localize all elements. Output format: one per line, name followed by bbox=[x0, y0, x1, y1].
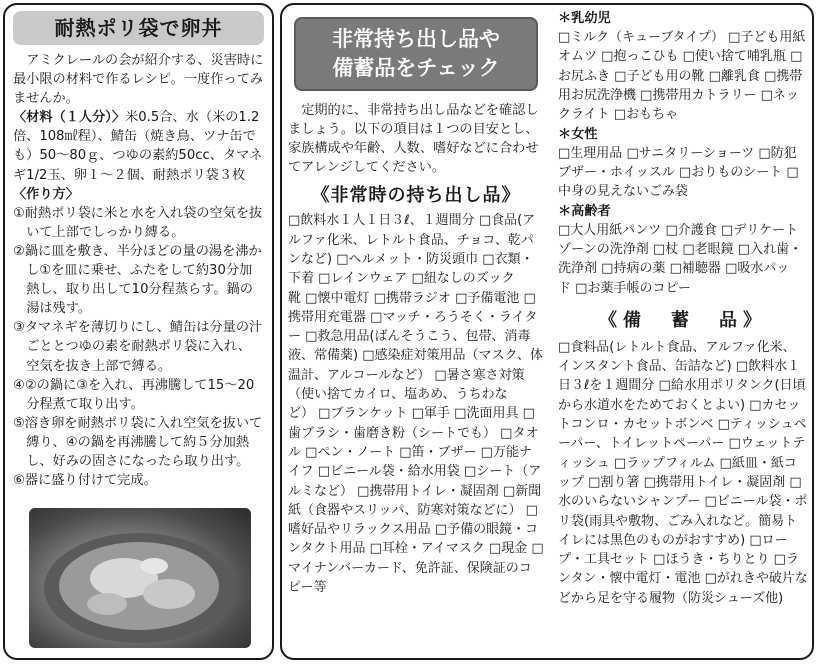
checklist-item: □ 食料品(レトルト食品、アルファ化米、インスタント食品、缶詰など) bbox=[558, 340, 796, 374]
checklist-item: □ 介護食 bbox=[665, 223, 720, 238]
checklist-intro: 定期的に、非常持ち出し品などを確認しましょう。以下の項目は１つの目安とし、家族構成や年齢、人数、嗜好などに合わせてアレンジしてください。 bbox=[288, 103, 539, 176]
checklist-item: □ 給水用ポリタンク(日頃から水道水をためておくとよい) bbox=[558, 378, 806, 412]
checklist-item: □ サニタリーショーツ bbox=[626, 146, 758, 161]
egg-bowl-photo bbox=[29, 508, 251, 648]
checklist-item: □ 万能ナイフ bbox=[288, 445, 532, 479]
infant-items bbox=[558, 28, 808, 124]
recipe-step: ②鍋に皿を敷き、半分ほどの量の湯を沸かし①を皿に乗せ、ふたをして約30分加熱し、取り出して10分程蒸らす。鍋の湯は残す。 bbox=[13, 243, 262, 317]
ingredients-text: 米0.5合、水（米の1.2倍、108㎖程）、鯖缶（焼き鳥、ツナ缶でも）50～80ｇ、つゆの素約50cc、タマネギ1/2玉、卵１～２個、耐熱ポリ袋３枚 bbox=[13, 110, 263, 183]
checklist-item: □ 軍手 bbox=[412, 406, 454, 421]
checklist-hero-title bbox=[294, 17, 538, 91]
checklist-item: □ 暑さ寒さ対策（使い捨てカイロ、塩あめ、うちわなど） bbox=[288, 368, 525, 422]
checklist-item: □ 使い捨て哺乳瓶 bbox=[683, 49, 790, 64]
checklist-item: □ 補聴器 bbox=[670, 261, 725, 276]
ingredients-label: 〈材料（１人分）〉 bbox=[13, 110, 126, 126]
recipe-step: ③タマネギを薄切りにし、鯖缶は分量の汁ごととつゆの素を耐熱ポリ袋に入れ、空気を抜き上部で縛る。 bbox=[13, 320, 263, 374]
checklist-item: □ 老眼鏡 bbox=[682, 242, 737, 257]
checklist-item: □ シート（アルミなど） bbox=[288, 464, 541, 498]
checklist-item: □ 紐なしのズック靴 bbox=[288, 271, 515, 305]
checklist-item: □ お尻ふき bbox=[558, 49, 802, 83]
checklist-item: □ 大人用紙パンツ bbox=[558, 223, 665, 238]
checklist-item: □ 懐中電灯 bbox=[305, 291, 373, 306]
recipe-panel bbox=[3, 3, 274, 660]
checklist-item: □ 携帯用カトラリー bbox=[640, 88, 760, 103]
checklist-item: □ 紙皿・紙コップ bbox=[558, 456, 797, 490]
elderly-title: ＊高齢者 bbox=[558, 203, 611, 219]
checklist-item: □ 携帯用トイレ・凝固剤 bbox=[644, 475, 790, 490]
emergency-title: 《非常時の持ち出し品》 bbox=[311, 185, 521, 207]
recipe-intro: アミクレールの会が紹介する、災害時に最小限の材料で作るレシピ。一度作ってみませんか。 bbox=[13, 53, 264, 107]
checklist-item: □ ラップフィルム bbox=[614, 456, 720, 471]
checklist-item: □ 嗜好品やリラックス用品 bbox=[288, 503, 538, 537]
checklist-column-right bbox=[558, 9, 808, 608]
checklist-item: □ 洗面用具 bbox=[454, 406, 522, 421]
checklist-item: □ 耳栓・アイマスク bbox=[370, 541, 489, 556]
recipe-title: 耐熱ポリ袋で卵丼 bbox=[13, 11, 264, 45]
checklist-item: □ ロープ・工具セット bbox=[558, 533, 788, 567]
elderly-items bbox=[558, 221, 808, 298]
checklist-item: □ ペン・ノート bbox=[305, 445, 399, 460]
checklist-item: □ ブランケット bbox=[318, 406, 412, 421]
checklist-item: □ 歯ブラシ・歯磨き粉（シートでも） bbox=[288, 406, 535, 440]
checklist-item: □ 吸水パッド bbox=[558, 261, 789, 295]
checklist-item: □ カセットコンロ・カセットボンベ bbox=[558, 398, 801, 432]
hero-line-1: 非常持ち出し品や bbox=[332, 27, 500, 51]
checklist-item: □ 衣類・下着 bbox=[288, 252, 534, 286]
checklist-item: □ 持病の薬 bbox=[601, 261, 669, 276]
checklist-item: □ がれきや破片などから足を守る履物（防災シューズ他) bbox=[558, 571, 808, 605]
checklist-item: □ 予備電池 bbox=[455, 291, 523, 306]
checklist-item: □ 予備の眼鏡・コンタクト用品 bbox=[288, 522, 538, 556]
checklist-item: □ 杖 bbox=[653, 242, 682, 257]
recipe-step: ⑥器に盛り付けて完成。 bbox=[13, 473, 157, 489]
checklist-column-left bbox=[288, 11, 544, 597]
food-image bbox=[29, 508, 251, 648]
checklist-item: □ 子ども用紙オムツ bbox=[558, 30, 805, 64]
female-items bbox=[558, 144, 808, 202]
checklist-item: □ 新聞紙（食器やスリッパ、防寒対策などに） bbox=[288, 484, 541, 518]
checklist-item: □ 子ども用の靴 bbox=[614, 69, 708, 84]
recipe-step: ④②の鍋に③を入れ、再沸騰して15～20分程煮て取り出す。 bbox=[13, 377, 255, 412]
infant-title: ＊乳幼児 bbox=[558, 11, 611, 26]
checklist-item: □ 飲料水１日３ℓを１週間分 bbox=[558, 359, 800, 393]
checklist-item: □ ティッシュペーパー、トイレットペーパー bbox=[558, 417, 807, 451]
checklist-item: □ ランタン・懐中電灯・電池 bbox=[558, 552, 799, 586]
checklist-item: □ マイナンバーカード、免許証、保険証のコピー等 bbox=[288, 541, 544, 595]
checklist-item: □ 携帯用充電器 bbox=[288, 291, 536, 325]
checklist-item: □ タオル bbox=[288, 426, 538, 460]
checklist-item: □ ビニール袋・給水用袋 bbox=[318, 464, 464, 479]
emergency-items bbox=[288, 211, 544, 597]
stock-title: 《備 蓄 品》 bbox=[599, 309, 767, 331]
checklist-item: □ 中身の見えないごみ袋 bbox=[558, 165, 799, 199]
checklist-item: □ 入れ歯・洗浄剤 bbox=[558, 242, 802, 276]
checklist-item: □ 感染症対策用品（マスク、体温計、アルコールなど） bbox=[288, 348, 543, 382]
checklist-item: □ ミルク（キューブタイプ） bbox=[558, 30, 728, 45]
female-title: ＊女性 bbox=[558, 126, 598, 142]
recipe-step: ⑤溶き卵を耐熱ポリ袋に入れ空気を抜いて縛り、④の鍋を再沸騰して約５分加熱し、好みの固さになったら取り出す。 bbox=[13, 415, 263, 469]
checklist-item: □ 生理用品 bbox=[558, 146, 626, 161]
checklist-item: □ 携帯ラジオ bbox=[374, 291, 455, 306]
checklist-item: □ ヘルメット・防災頭巾 bbox=[336, 252, 482, 267]
checklist-item: □ マッチ・ろうそく・ライター bbox=[288, 310, 538, 344]
checklist-item: □ 笛・ブザー bbox=[399, 445, 480, 460]
checklist-item: □ 救急用品(ばんそうこう、包帯、消毒液、常備薬) bbox=[288, 329, 531, 363]
checklist-item: □ おもちゃ bbox=[614, 107, 682, 122]
checklist-item: □ 携帯用お尻洗浄機 bbox=[558, 69, 802, 103]
checklist-item: □ お薬手帳のコピー bbox=[575, 281, 695, 296]
checklist-item: □ デリケートゾーンの洗浄剤 bbox=[558, 223, 798, 257]
checklist-panel bbox=[280, 3, 814, 660]
checklist-item: □ ネックライト bbox=[558, 88, 799, 122]
checklist-item: □ レインウェア bbox=[318, 271, 411, 286]
checklist-item: □ おりものシート bbox=[679, 165, 786, 180]
steps-label: 〈作り方〉 bbox=[13, 186, 79, 202]
checklist-item: □ 携帯用トイレ・凝固剤 bbox=[357, 484, 503, 499]
hero-line-2: 備蓄品をチェック bbox=[332, 56, 500, 80]
checklist-item: □ 割り箸 bbox=[588, 475, 643, 490]
stock-items bbox=[558, 338, 808, 608]
checklist-item: □ 飲料水１人１日３ℓ、１週間分 bbox=[288, 213, 479, 228]
checklist-item: □ 食品(アルファ化米、レトルト食品、チョコ、乾パンなど) bbox=[288, 213, 535, 267]
checklist-item: □ ウェットティッシュ bbox=[558, 436, 805, 470]
recipe-step: ①耐熱ポリ袋に米と水を入れ袋の空気を抜いて上部でしっかり縛る。 bbox=[13, 205, 263, 240]
checklist-item: □ 抱っこひも bbox=[601, 49, 682, 64]
checklist-item: □ 現金 bbox=[489, 541, 531, 556]
checklist-item: □ 水のいらないシャンプー bbox=[558, 475, 802, 509]
checklist-item: □ ビニール袋・ポリ袋(雨具や敷物、ごみ入れなど。簡易トイレには黒色のものがおすすめ) bbox=[558, 494, 808, 548]
checklist-item: □ 離乳食 bbox=[709, 69, 764, 84]
checklist-item: □ 防犯ブザー・ホイッスル bbox=[558, 146, 797, 180]
checklist-item: □ ほうき・ちりとり bbox=[653, 552, 773, 567]
